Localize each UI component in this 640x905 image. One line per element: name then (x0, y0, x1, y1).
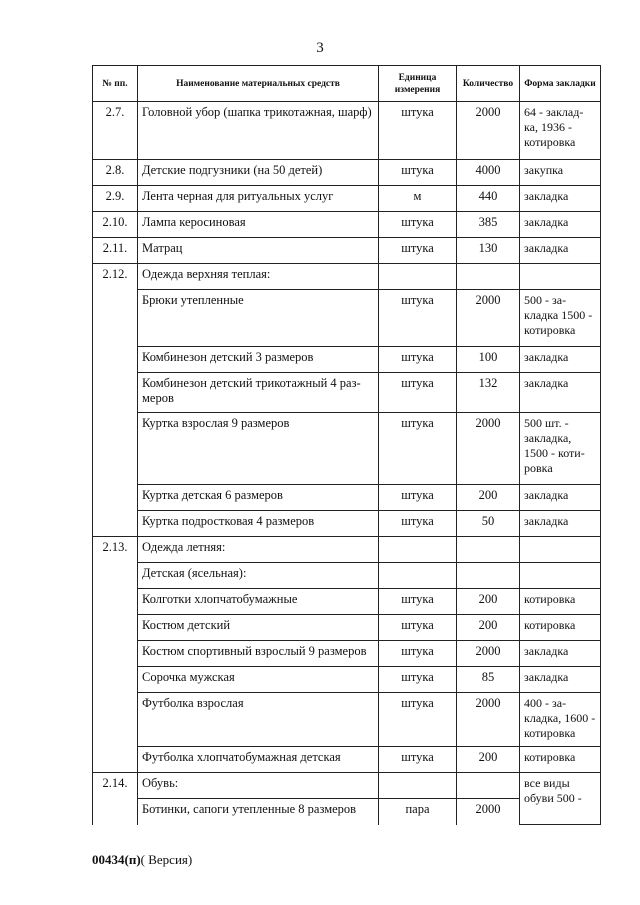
row-qty: 2000 (457, 413, 520, 485)
row-name: Костюм детский (138, 615, 379, 641)
row-form (520, 537, 601, 563)
header-name: Наименование материальных средств (138, 66, 379, 102)
row-num: 2.12. (93, 264, 138, 537)
row-name: Детская (ясельная): (138, 563, 379, 589)
row-qty (457, 537, 520, 563)
row-unit: штука (379, 667, 457, 693)
table-row (93, 212, 601, 238)
table-row (93, 485, 601, 511)
row-form: закладка (520, 373, 601, 413)
row-unit: штука (379, 373, 457, 413)
row-form: закладка (520, 186, 601, 212)
row-unit: штука (379, 589, 457, 615)
row-qty (457, 773, 520, 799)
row-name: Обувь: (138, 773, 379, 799)
row-name: Одежда летняя: (138, 537, 379, 563)
row-qty: 100 (457, 347, 520, 373)
row-qty: 440 (457, 186, 520, 212)
row-unit: штука (379, 160, 457, 186)
table-row (93, 693, 601, 747)
table-row (93, 667, 601, 693)
row-name: Ботинки, сапоги утепленные 8 размеров (138, 799, 379, 825)
row-name: Головной убор (шапка трикотажная, шарф) (138, 102, 379, 160)
row-unit: штука (379, 238, 457, 264)
header-form: Форма закладки (520, 66, 601, 102)
row-unit: штука (379, 485, 457, 511)
row-name: Лента черная для ритуальных услуг (138, 186, 379, 212)
row-num: 2.11. (93, 238, 138, 264)
row-qty (457, 563, 520, 589)
table-row (93, 747, 601, 773)
row-num: 2.10. (93, 212, 138, 238)
row-unit (379, 537, 457, 563)
row-qty: 2000 (457, 290, 520, 347)
row-form: котировка (520, 747, 601, 773)
table-row (93, 615, 601, 641)
table-row (93, 186, 601, 212)
row-form: закладка (520, 641, 601, 667)
row-unit: штука (379, 347, 457, 373)
row-qty: 130 (457, 238, 520, 264)
table-row (93, 290, 601, 347)
row-form: закладка (520, 347, 601, 373)
row-form: закупка (520, 160, 601, 186)
row-unit: штука (379, 413, 457, 485)
row-qty (457, 264, 520, 290)
table-row (93, 264, 601, 290)
row-unit (379, 773, 457, 799)
row-unit: штука (379, 693, 457, 747)
row-qty: 2000 (457, 102, 520, 160)
row-name: Матрац (138, 238, 379, 264)
table-row (93, 511, 601, 537)
row-form: закладка (520, 667, 601, 693)
row-qty: 132 (457, 373, 520, 413)
materials-table (92, 65, 601, 825)
row-qty: 4000 (457, 160, 520, 186)
row-name: Футболка хлопчатобумажная детская (138, 747, 379, 773)
row-form (520, 264, 601, 290)
row-unit (379, 563, 457, 589)
row-num: 2.13. (93, 537, 138, 773)
table-row (93, 641, 601, 667)
row-form: 64 - заклад-ка, 1936 - котировка (520, 102, 601, 160)
row-num: 2.8. (93, 160, 138, 186)
row-form: 500 шт. - закладка, 1500 - коти-ровка (520, 413, 601, 485)
row-name: Детские подгузники (на 50 детей) (138, 160, 379, 186)
row-form: закладка (520, 238, 601, 264)
row-unit: штука (379, 747, 457, 773)
table-row (93, 413, 601, 485)
row-qty: 200 (457, 747, 520, 773)
row-name: Комбинезон детский трикотажный 4 раз-меров (138, 373, 379, 413)
header-qty: Количество (457, 66, 520, 102)
row-num: 2.9. (93, 186, 138, 212)
row-form: закладка (520, 485, 601, 511)
document-footer (92, 852, 192, 868)
row-name: Куртка взрослая 9 размеров (138, 413, 379, 485)
table-row (93, 102, 601, 160)
row-name: Колготки хлопчатобумажные (138, 589, 379, 615)
row-unit: штука (379, 102, 457, 160)
page-number: 3 (316, 40, 324, 56)
table-row (93, 589, 601, 615)
row-name: Футболка взрослая (138, 693, 379, 747)
row-qty: 200 (457, 485, 520, 511)
row-unit: м (379, 186, 457, 212)
row-qty: 200 (457, 615, 520, 641)
row-name: Брюки утепленные (138, 290, 379, 347)
row-form: закладка (520, 511, 601, 537)
row-form: котировка (520, 615, 601, 641)
row-unit: штука (379, 290, 457, 347)
table-row (93, 773, 601, 799)
row-name: Костюм спортивный взрослый 9 размеров (138, 641, 379, 667)
document-code: 00434(п) (92, 852, 141, 867)
header-num: № пп. (93, 66, 138, 102)
row-name: Лампа керосиновая (138, 212, 379, 238)
row-name: Куртка подростковая 4 размеров (138, 511, 379, 537)
row-form: 400 - за-кладка, 1600 - котировка (520, 693, 601, 747)
row-name: Сорочка мужская (138, 667, 379, 693)
row-num: 2.14. (93, 773, 138, 825)
row-qty: 385 (457, 212, 520, 238)
table-row (93, 160, 601, 186)
row-form: 500 - за-кладка 1500 - котировка (520, 290, 601, 347)
row-qty: 50 (457, 511, 520, 537)
row-form: закладка (520, 212, 601, 238)
row-qty: 2000 (457, 799, 520, 825)
row-name: Одежда верхняя теплая: (138, 264, 379, 290)
row-qty: 200 (457, 589, 520, 615)
table-row (93, 347, 601, 373)
row-qty: 85 (457, 667, 520, 693)
row-unit: штука (379, 615, 457, 641)
row-qty: 2000 (457, 641, 520, 667)
table-row (93, 563, 601, 589)
row-unit: пара (379, 799, 457, 825)
table-row (93, 537, 601, 563)
row-qty: 2000 (457, 693, 520, 747)
document-version: ( Версия) (140, 852, 193, 867)
row-unit: штука (379, 641, 457, 667)
row-num: 2.7. (93, 102, 138, 160)
row-unit: штука (379, 212, 457, 238)
row-unit: штука (379, 511, 457, 537)
row-name: Куртка детская 6 размеров (138, 485, 379, 511)
row-name: Комбинезон детский 3 размеров (138, 347, 379, 373)
table-row (93, 238, 601, 264)
row-form: все виды обуви 500 - (520, 773, 601, 825)
table-row (93, 373, 601, 413)
row-unit (379, 264, 457, 290)
header-unit: Единица измерения (379, 66, 457, 102)
row-form: котировка (520, 589, 601, 615)
row-form (520, 563, 601, 589)
